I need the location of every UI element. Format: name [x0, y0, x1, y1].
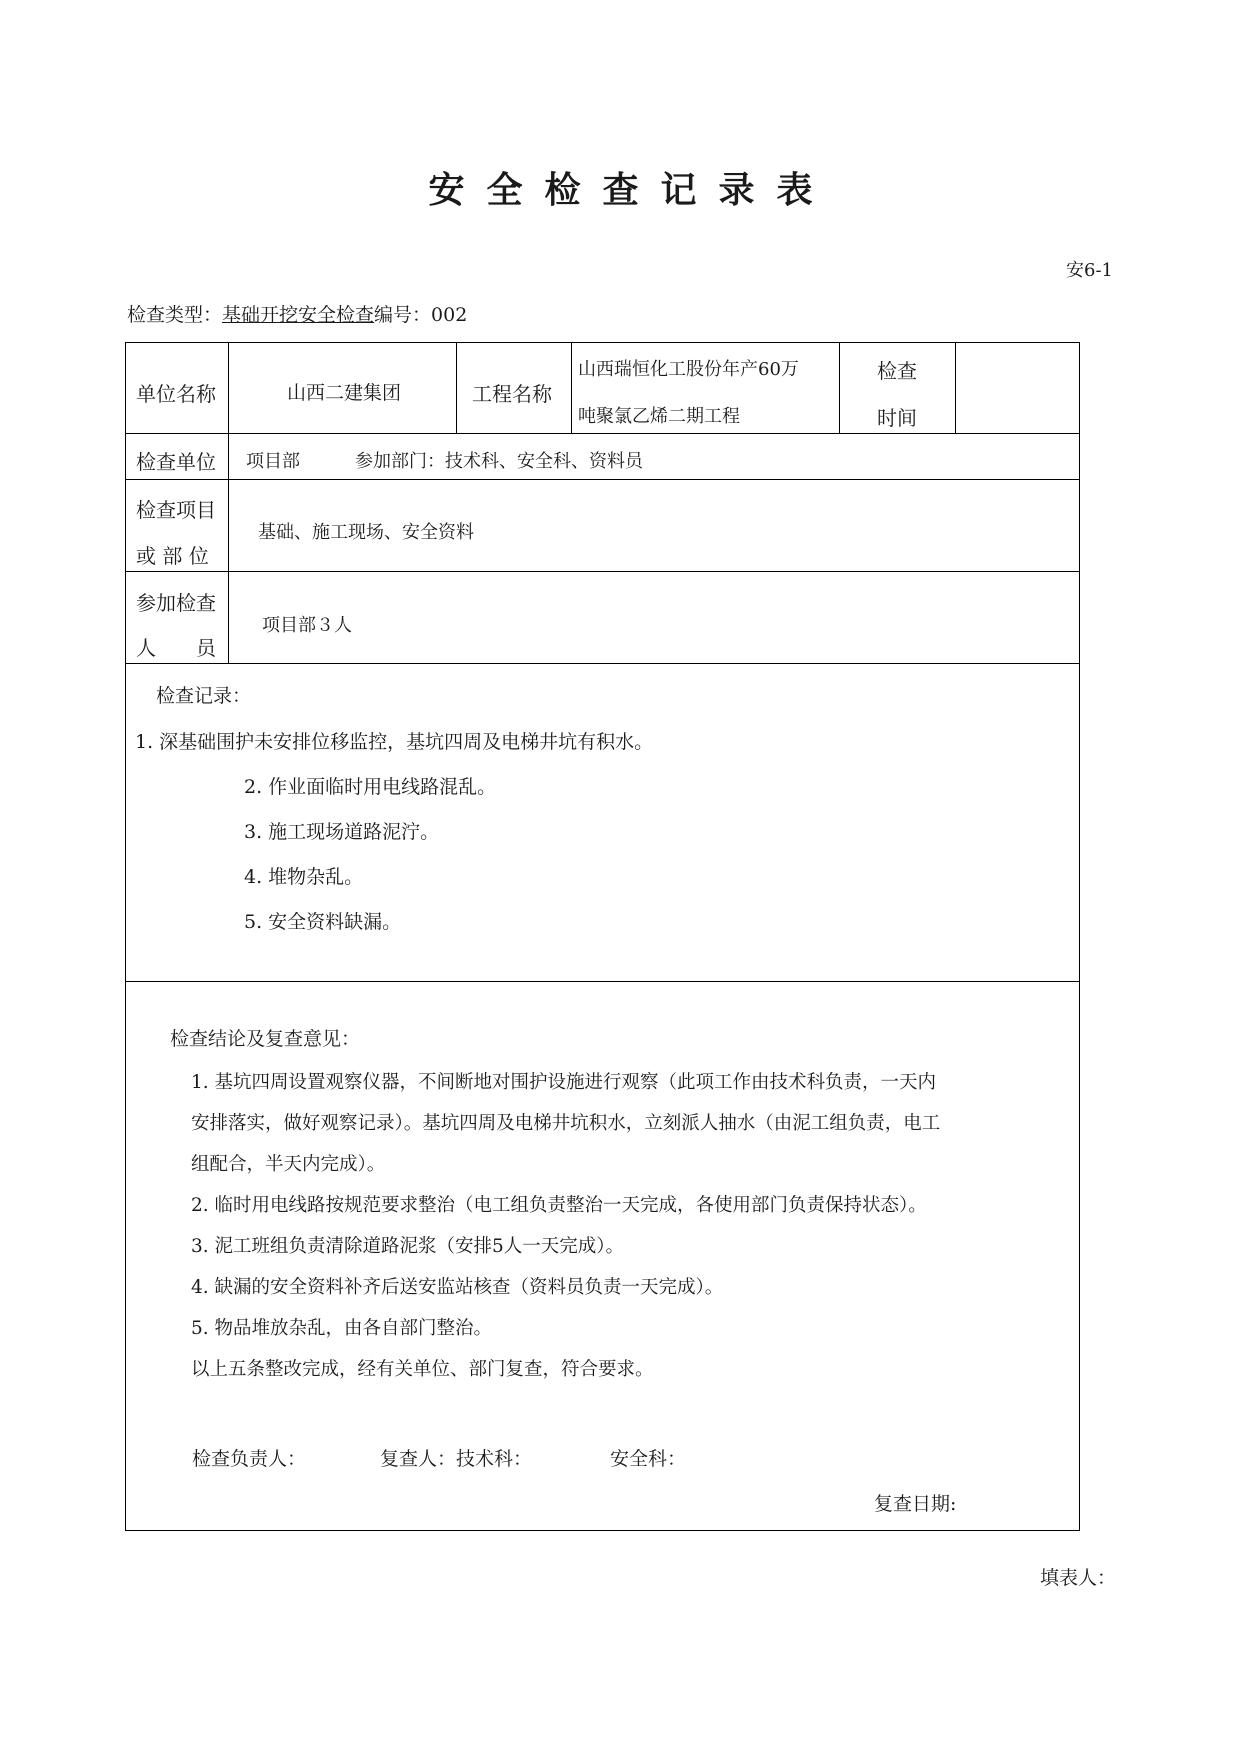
conclusion-heading: 检查结论及复查意见： — [170, 1028, 361, 1050]
record-item: 4. 堆物杂乱。 — [244, 866, 364, 888]
inspecting-unit-value: 项目部 — [246, 451, 300, 472]
conclusion-line: 4. 缺漏的安全资料补齐后送安监站核查（资料员负责一天完成）。 — [191, 1277, 724, 1298]
participants-value: 项目部３人 — [262, 615, 352, 636]
type-value: 基础开挖安全检查 — [222, 304, 375, 326]
unit-name-label: 单位名称 — [136, 382, 216, 406]
unit-name-value: 山西二建集团 — [287, 382, 402, 404]
page-title: 安全检查记录表 — [428, 169, 835, 211]
record-item: 3. 施工现场道路泥泞。 — [244, 821, 440, 843]
type-label: 检查类型： — [127, 304, 223, 326]
number-value: 002 — [431, 304, 468, 326]
inspection-item-value: 基础、施工现场、安全资料 — [258, 522, 474, 543]
filler-label: 填表人： — [1040, 1567, 1117, 1589]
project-name-label: 工程名称 — [472, 382, 552, 406]
conclusion-line: 组配合，半天内完成）。 — [191, 1154, 386, 1175]
inspection-item-label-1: 检查项目 — [136, 498, 216, 522]
inspector-signature-label: 检查负责人： — [192, 1448, 307, 1470]
record-heading: 检查记录： — [156, 685, 252, 707]
participating-dept — [355, 447, 643, 473]
form-code: 安6-1 — [1066, 260, 1113, 281]
participants-label-1: 参加检查 — [136, 591, 216, 615]
project-name-line1: 山西瑞恒化工股份年产60万 — [578, 359, 799, 380]
conclusion-line: 2. 临时用电线路按规范要求整治（电工组负责整治一天完成，各使用部门负责保持状态）。 — [191, 1195, 927, 1216]
conclusion-line: 5. 物品堆放杂乱，由各自部门整治。 — [191, 1318, 493, 1339]
conclusion-line: 以上五条整改完成，经有关单位、部门复查，符合要求。 — [191, 1359, 654, 1380]
inspection-time-label-2: 时间 — [877, 406, 917, 430]
conclusion-line: 1. 基坑四周设置观察仪器，不间断地对围护设施进行观察（此项工作由技术科负责，一天内 — [191, 1072, 937, 1093]
inspection-meta — [127, 300, 467, 327]
inspecting-unit-label: 检查单位 — [136, 450, 216, 474]
record-item: 5. 安全资料缺漏。 — [244, 911, 402, 933]
inspection-item-label-2: 或 部 位 — [136, 544, 209, 568]
safety-signature-label: 安全科： — [610, 1448, 687, 1470]
participating-dept-value: 技术科、安全科、资料员 — [445, 451, 643, 472]
conclusion-line: 3. 泥工班组负责清除道路泥浆（安排5人一天完成）。 — [191, 1236, 625, 1257]
number-label: 编号： — [374, 304, 432, 326]
participants-label-2: 人 员 — [136, 636, 216, 660]
participating-dept-label: 参加部门： — [355, 451, 445, 472]
project-name-line2: 吨聚氯乙烯二期工程 — [578, 406, 740, 427]
record-item: 1. 深基础围护未安排位移监控，基坑四周及电梯井坑有积水。 — [135, 731, 654, 753]
reviewer-signature-label: 复查人：技术科： — [380, 1448, 533, 1470]
record-item: 2. 作业面临时用电线路混乱。 — [244, 776, 497, 798]
inspection-time-label-1: 检查 — [877, 359, 917, 383]
review-date-label: 复查日期: — [874, 1493, 957, 1515]
conclusion-line: 安排落实，做好观察记录）。基坑四周及电梯井坑积水，立刻派人抽水（由泥工组负责，电工 — [191, 1113, 941, 1134]
